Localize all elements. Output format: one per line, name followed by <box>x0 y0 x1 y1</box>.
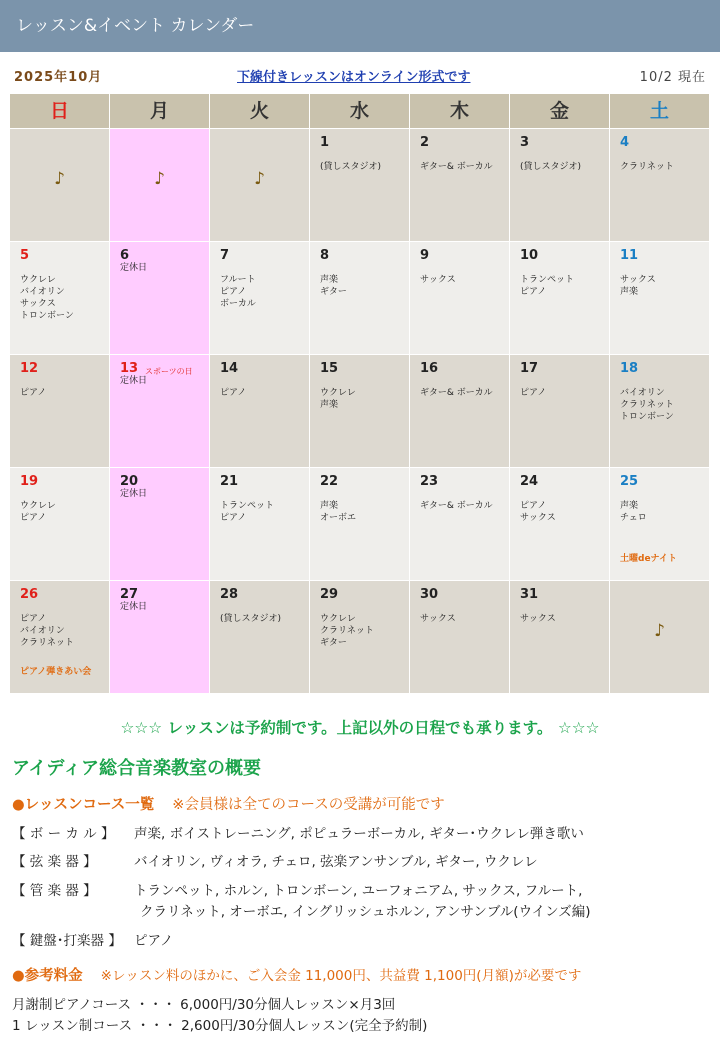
course-row-winds <box>12 879 582 899</box>
lesson-entry: クラリネット <box>320 626 374 636</box>
calendar-day-15[interactable] <box>310 354 410 467</box>
day-number: 4 <box>620 135 630 150</box>
calendar-day-6[interactable] <box>110 241 210 354</box>
as-of-date: 10/2 現在 <box>639 70 706 85</box>
calendar-subheader <box>0 64 720 84</box>
lesson-entry: サックス <box>420 614 456 624</box>
lesson-entry: サックス <box>620 275 656 285</box>
calendar-day-12[interactable] <box>10 354 110 467</box>
calendar-day-11[interactable] <box>610 241 710 354</box>
lesson-entry: サックス <box>20 299 56 309</box>
day-number: 22 <box>320 474 339 489</box>
course-list: クラリネット, オーボエ, イングリッシュホルン, アンサンブル(ウインズ編) <box>140 904 591 920</box>
lesson-entry: サックス <box>520 614 556 624</box>
calendar-day-17[interactable] <box>510 354 610 467</box>
calendar-day-23[interactable] <box>410 467 510 580</box>
calendar-day-18[interactable] <box>610 354 710 467</box>
day-number: 27 <box>120 587 139 602</box>
music-note-icon: ♪ <box>154 169 165 189</box>
calendar-day-8[interactable] <box>310 241 410 354</box>
day-number: 3 <box>520 135 530 150</box>
day-number: 29 <box>320 587 339 602</box>
closed-day-label: 定休日 <box>120 602 148 612</box>
reservation-note: ☆☆☆ レッスンは予約制です。上記以外の日程でも承ります。 ☆☆☆ <box>120 719 600 737</box>
lesson-entry: ピアノ <box>520 388 547 398</box>
day-number: 20 <box>120 474 139 489</box>
weekday-thu: 木 <box>410 94 510 128</box>
lesson-entry: ピアノ <box>20 388 47 398</box>
lesson-entry: バイオリン <box>620 388 665 398</box>
fee-row-single: 1 レッスン制コース ・・・ 2,600円/30分個人レッスン(完全予約制) <box>12 1018 428 1034</box>
day-number: 16 <box>420 361 439 376</box>
day-number: 24 <box>520 474 539 489</box>
course-section-note: ※会員様は全てのコースの受講が可能です <box>172 797 445 813</box>
day-number: 2 <box>420 135 430 150</box>
day-number: 21 <box>220 474 239 489</box>
calendar-day-2[interactable] <box>410 128 510 241</box>
weekday-mon: 月 <box>110 94 210 128</box>
online-notice-link[interactable]: 下線付きレッスンはオンライン形式です <box>237 70 471 85</box>
day-number: 23 <box>420 474 439 489</box>
day-number: 15 <box>320 361 339 376</box>
course-row-keyboard <box>12 929 173 949</box>
lesson-entry: バイオリン <box>20 287 65 297</box>
course-row-winds-cont <box>140 900 591 920</box>
calendar-week-2 <box>10 241 710 354</box>
lesson-entry: バイオリン <box>20 626 65 636</box>
lesson-entry: 声楽 <box>320 501 339 511</box>
weekday-tue: 火 <box>210 94 310 128</box>
app-header <box>0 0 720 52</box>
calendar-week-5 <box>10 580 710 693</box>
calendar-cell-empty <box>10 128 110 241</box>
day-number: 1 <box>320 135 330 150</box>
fee-section-title: ●参考料金 <box>12 968 83 984</box>
lesson-entry: クラリネット <box>620 400 674 410</box>
day-number: 28 <box>220 587 239 602</box>
course-list: バイオリン, ヴィオラ, チェロ, 弦楽アンサンブル, ギター, ウクレレ <box>134 854 538 870</box>
calendar-cell-empty <box>110 128 210 241</box>
lesson-entry: ギター& ボーカル <box>420 501 493 511</box>
calendar-day-30[interactable] <box>410 580 510 693</box>
course-category: 【 ボ ー カ ル 】 <box>12 826 115 842</box>
day-number: 18 <box>620 361 639 376</box>
weekday-header-row <box>10 94 710 128</box>
fee-section-note: ※レッスン料のほかに、ご入会金 11,000円、共益費 1,100円(月額)が必要です <box>100 968 582 984</box>
lesson-entry: サックス <box>520 513 556 523</box>
course-list: トランペット, ホルン, トロンボーン, ユーフォニアム, サックス, フルート, <box>134 883 583 899</box>
course-list: 声楽, ボイストレーニング, ポピュラーボーカル, ギター･ウクレレ弾き歌い <box>134 826 584 842</box>
music-note-icon: ♪ <box>54 169 65 189</box>
calendar-day-13[interactable] <box>110 354 210 467</box>
calendar-day-20[interactable] <box>110 467 210 580</box>
day-number: 9 <box>420 248 430 263</box>
fee-section-heading <box>12 964 581 985</box>
weekday-wed: 水 <box>310 94 410 128</box>
calendar-day-19[interactable] <box>10 467 110 580</box>
lesson-entry: トロンボーン <box>20 311 74 321</box>
day-number: 11 <box>620 248 639 263</box>
lesson-entry: ピアノ <box>20 513 47 523</box>
calendar-day-5[interactable] <box>10 241 110 354</box>
page-title: レッスン&イベント カレンダー <box>16 16 255 36</box>
calendar-day-25[interactable] <box>610 467 710 580</box>
day-number: 6 <box>120 248 130 263</box>
lesson-entry: 声楽 <box>620 287 639 297</box>
lesson-entry: クラリネット <box>620 162 674 172</box>
lesson-entry: ギター& ボーカル <box>420 162 493 172</box>
calendar-day-24[interactable] <box>510 467 610 580</box>
calendar-day-27[interactable] <box>110 580 210 693</box>
lesson-entry: (貸しスタジオ) <box>220 614 282 624</box>
lesson-entry: ウクレレ <box>320 388 356 398</box>
course-row-vocal <box>12 822 584 842</box>
lesson-entry: クラリネット <box>20 638 74 648</box>
day-number: 17 <box>520 361 539 376</box>
calendar-week-1 <box>10 128 710 241</box>
day-number: 25 <box>620 474 639 489</box>
event-label[interactable]: 土曜deナイト <box>620 554 677 564</box>
calendar-day-3[interactable] <box>510 128 610 241</box>
calendar-day-9[interactable] <box>410 241 510 354</box>
day-number: 14 <box>220 361 239 376</box>
calendar-day-31[interactable] <box>510 580 610 693</box>
lesson-entry: トランペット <box>520 275 575 285</box>
lesson-entry: ピアノ <box>520 501 547 511</box>
lesson-entry: ウクレレ <box>20 501 56 511</box>
music-note-icon: ♪ <box>254 169 265 189</box>
weekday-sat: 土 <box>610 94 710 128</box>
lesson-entry: ピアノ <box>220 287 247 297</box>
day-number: 5 <box>20 248 30 263</box>
fee-row-monthly: 月謝制ピアノコース ・・・ 6,000円/30分個人レッスン×月3回 <box>12 997 396 1013</box>
lesson-entry: ギター <box>320 638 347 648</box>
lesson-entry: ギター <box>320 287 347 297</box>
music-note-icon: ♪ <box>654 621 665 641</box>
lesson-entry: トロンボーン <box>620 412 674 422</box>
event-label[interactable]: ピアノ弾きあい会 <box>20 667 92 677</box>
calendar-cell-empty <box>610 580 710 693</box>
lesson-entry: ピアノ <box>520 287 547 297</box>
lesson-entry: ギター& ボーカル <box>420 388 493 398</box>
day-number: 10 <box>520 248 539 263</box>
calendar-day-1[interactable] <box>310 128 410 241</box>
calendar-day-10[interactable] <box>510 241 610 354</box>
day-number: 26 <box>20 587 39 602</box>
closed-day-label: 定休日 <box>120 376 148 386</box>
calendar-grid <box>10 94 710 693</box>
day-number: 13 <box>120 361 139 376</box>
lesson-entry: (貸しスタジオ) <box>320 162 382 172</box>
day-number: 19 <box>20 474 39 489</box>
calendar-day-28[interactable] <box>210 580 310 693</box>
closed-day-label: 定休日 <box>120 263 148 273</box>
lesson-entry: オーボエ <box>320 513 357 523</box>
day-number: 31 <box>520 587 539 602</box>
month-label: 2025年10月 <box>14 70 103 85</box>
calendar-day-7[interactable] <box>210 241 310 354</box>
lesson-entry: チェロ <box>620 513 647 523</box>
calendar-day-22[interactable] <box>310 467 410 580</box>
lesson-entry: ピアノ <box>220 388 247 398</box>
course-list: ピアノ <box>134 933 174 949</box>
lesson-entry: 声楽 <box>320 275 339 285</box>
lesson-entry: サックス <box>420 275 456 285</box>
calendar-day-14[interactable] <box>210 354 310 467</box>
course-category: 【 弦 楽 器 】 <box>12 854 97 870</box>
day-number: 30 <box>420 587 439 602</box>
lesson-entry: ウクレレ <box>20 275 56 285</box>
course-section-title: ●レッスンコース一覧 <box>12 797 155 813</box>
overview-heading: アイディア総合音楽教室の概要 <box>12 758 261 779</box>
lesson-entry: トランペット <box>220 501 275 511</box>
lesson-entry: 声楽 <box>320 400 339 410</box>
holiday-label: スポーツの日 <box>145 367 193 376</box>
calendar-day-4[interactable] <box>610 128 710 241</box>
course-section-heading <box>12 793 445 814</box>
weekday-sun: 日 <box>10 94 110 128</box>
calendar-day-16[interactable] <box>410 354 510 467</box>
closed-day-label: 定休日 <box>120 489 148 499</box>
lesson-entry: ウクレレ <box>320 614 356 624</box>
lesson-entry: ボーカル <box>220 299 256 309</box>
calendar-week-3 <box>10 354 710 467</box>
calendar-cell-empty <box>210 128 310 241</box>
lesson-entry: フルート <box>220 275 256 285</box>
calendar-week-4 <box>10 467 710 580</box>
lesson-entry: ピアノ <box>220 513 247 523</box>
course-category: 【 鍵盤･打楽器 】 <box>12 933 122 949</box>
calendar-day-21[interactable] <box>210 467 310 580</box>
lesson-entry: (貸しスタジオ) <box>520 162 582 172</box>
calendar-day-26[interactable] <box>10 580 110 693</box>
course-category: 【 管 楽 器 】 <box>12 883 97 899</box>
weekday-fri: 金 <box>510 94 610 128</box>
lesson-entry: 声楽 <box>620 501 639 511</box>
calendar-day-29[interactable] <box>310 580 410 693</box>
course-row-strings <box>12 850 538 870</box>
day-number: 7 <box>220 248 230 263</box>
day-number: 12 <box>20 361 39 376</box>
day-number: 8 <box>320 248 330 263</box>
lesson-entry: ピアノ <box>20 614 47 624</box>
